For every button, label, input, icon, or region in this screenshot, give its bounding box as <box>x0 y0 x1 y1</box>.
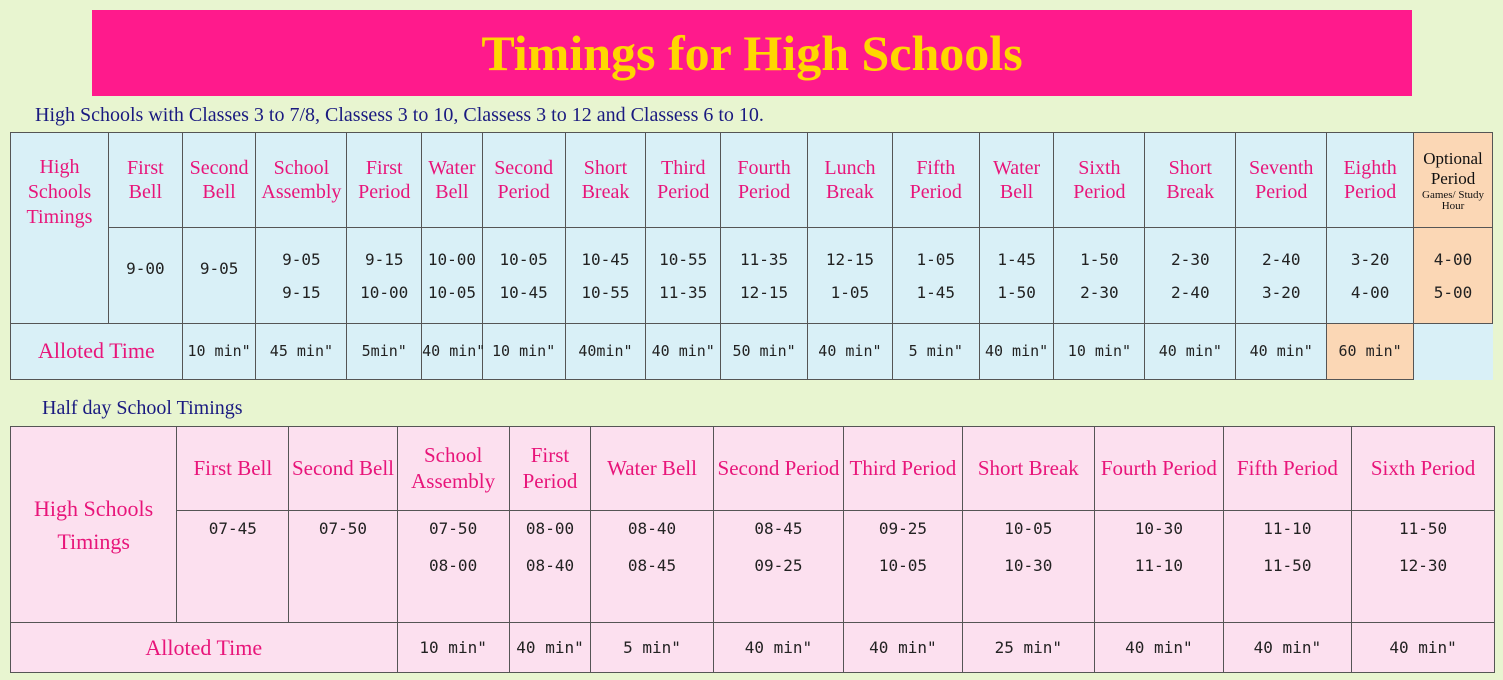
time-cell <box>962 511 1095 623</box>
full-day-subtitle: High Schools with Classes 3 to 7/8, Classess 3 to 10, Classess 3 to 12 and Classess 6 to 10. <box>35 104 764 126</box>
allotted-cell: 40 min" <box>1236 323 1327 379</box>
time-cell <box>844 511 962 623</box>
end-time: 10-05 <box>427 282 476 302</box>
column-header: Short Break <box>1145 133 1236 228</box>
allotted-cell: 50 min" <box>721 323 808 379</box>
end-time: 08-00 <box>429 556 478 575</box>
end-time: 08-45 <box>627 556 677 575</box>
time-cell <box>565 228 646 323</box>
allotted-cell: 10 min" <box>397 623 509 673</box>
allotted-cell: 40 min" <box>646 323 721 379</box>
start-time: 12-15 <box>825 249 874 269</box>
allotted-cell: 5min" <box>347 323 422 379</box>
end-time: 10-05 <box>878 556 927 575</box>
end-time: 4-00 <box>1350 282 1390 302</box>
time-cell <box>1327 228 1414 323</box>
column-header: Water Bell <box>979 133 1054 228</box>
time-cell <box>108 228 182 323</box>
end-time: 2-30 <box>1080 282 1119 302</box>
start-time: 9-05 <box>282 249 321 269</box>
start-time: 4-00 <box>1433 249 1473 269</box>
column-header: Fourth Period <box>1095 427 1224 511</box>
column-header: Second Bell <box>182 133 256 228</box>
end-time: 2-40 <box>1171 282 1210 302</box>
column-header: Fourth Period <box>721 133 808 228</box>
column-header: School Assembly <box>397 427 509 511</box>
allotted-cell: 5 min" <box>591 623 713 673</box>
time-cell <box>1236 228 1327 323</box>
start-time: 10-00 <box>427 249 476 269</box>
column-header: Second Period <box>482 133 565 228</box>
end-time: 10-30 <box>1004 556 1053 575</box>
end-time: 3-20 <box>1261 282 1301 302</box>
end-time: 12-15 <box>739 282 789 302</box>
allotted-cell: 60 min" <box>1327 323 1414 379</box>
half-day-row-header: High Schools Timings <box>11 427 177 623</box>
start-time: 07-50 <box>429 519 478 538</box>
start-time: 9-05 <box>199 259 239 279</box>
time-cell <box>289 511 397 623</box>
column-header: Second Period <box>713 427 844 511</box>
column-header: School Assembly <box>256 133 347 228</box>
time-cell <box>422 228 483 323</box>
allotted-cell: 40 min" <box>1145 323 1236 379</box>
column-header: Third Period <box>844 427 962 511</box>
end-time: 11-10 <box>1134 556 1183 575</box>
allotted-cell: 40 min" <box>807 323 892 379</box>
time-cell <box>591 511 713 623</box>
allotted-cell: 40 min" <box>844 623 962 673</box>
allotted-cell: 5 min" <box>892 323 979 379</box>
end-time: 10-45 <box>499 282 548 302</box>
end-time: 10-55 <box>581 282 630 302</box>
time-cell <box>721 228 808 323</box>
end-time: 08-40 <box>525 556 575 575</box>
time-cell <box>1223 511 1352 623</box>
time-cell <box>1352 511 1495 623</box>
column-header: Fifth Period <box>1223 427 1352 511</box>
half-day-subtitle: Half day School Timings <box>42 397 243 419</box>
time-cell <box>892 228 979 323</box>
start-time: 10-05 <box>1004 519 1053 538</box>
start-time: 09-25 <box>878 519 927 538</box>
column-header: Sixth Period <box>1054 133 1145 228</box>
time-cell <box>182 228 256 323</box>
end-time: 09-25 <box>754 556 803 575</box>
start-time: 11-35 <box>739 249 789 269</box>
page-title: Timings for High Schools <box>481 25 1023 81</box>
end-time: 11-50 <box>1263 556 1312 575</box>
time-cell <box>256 228 347 323</box>
column-header: Fifth Period <box>892 133 979 228</box>
start-time: 2-40 <box>1261 249 1301 269</box>
end-time: 10-00 <box>360 282 409 302</box>
start-time: 10-30 <box>1134 519 1183 538</box>
allotted-cell: 40 min" <box>1223 623 1352 673</box>
start-time: 07-45 <box>208 519 257 538</box>
start-time: 11-50 <box>1398 519 1448 538</box>
time-cell <box>713 511 844 623</box>
allotted-cell: 40min" <box>565 323 646 379</box>
start-time: 10-05 <box>499 249 548 269</box>
column-header: Sixth Period <box>1352 427 1495 511</box>
time-cell <box>177 511 289 623</box>
column-header: Lunch Break <box>807 133 892 228</box>
optional-period-note: Games/ Study Hour <box>1422 188 1485 212</box>
end-time: 1-50 <box>997 282 1036 302</box>
full-day-row-header: High Schools Timings <box>11 133 109 324</box>
allotted-cell: 40 min" <box>979 323 1054 379</box>
time-cell <box>347 228 422 323</box>
column-header: First Bell <box>177 427 289 511</box>
time-cell <box>807 228 892 323</box>
start-time: 07-50 <box>318 519 368 538</box>
optional-period-header <box>1414 133 1493 228</box>
allotted-cell: 10 min" <box>1054 323 1145 379</box>
start-time: 3-20 <box>1350 249 1390 269</box>
end-time: 9-15 <box>282 282 321 302</box>
start-time: 1-05 <box>916 249 956 269</box>
half-day-timetable <box>10 426 1495 673</box>
title-banner <box>92 10 1412 96</box>
start-time: 1-45 <box>997 249 1036 269</box>
end-time: 1-05 <box>830 282 870 302</box>
time-cell <box>1054 228 1145 323</box>
column-header: First Bell <box>108 133 182 228</box>
column-header: Short Break <box>962 427 1095 511</box>
full-day-timetable <box>10 132 1493 380</box>
full-day-allotted-label: Alloted Time <box>11 323 183 379</box>
start-time: 10-45 <box>581 249 630 269</box>
time-cell <box>646 228 721 323</box>
column-header: Water Bell <box>422 133 483 228</box>
column-header: Third Period <box>646 133 721 228</box>
start-time: 2-30 <box>1171 249 1210 269</box>
time-cell <box>979 228 1054 323</box>
allotted-cell: 40 min" <box>422 323 483 379</box>
allotted-cell: 40 min" <box>713 623 844 673</box>
allotted-cell: 10 min" <box>182 323 256 379</box>
start-time: 9-00 <box>126 259 165 279</box>
allotted-cell: 40 min" <box>1352 623 1495 673</box>
start-time: 10-55 <box>659 249 708 269</box>
time-cell <box>1145 228 1236 323</box>
end-time: 1-45 <box>916 282 956 302</box>
allotted-cell: 40 min" <box>509 623 591 673</box>
column-header: Water Bell <box>591 427 713 511</box>
time-cell <box>509 511 591 623</box>
time-cell <box>1095 511 1224 623</box>
allotted-cell: 10 min" <box>482 323 565 379</box>
start-time: 9-15 <box>364 249 404 269</box>
column-header: First Period <box>347 133 422 228</box>
allotted-cell: 45 min" <box>256 323 347 379</box>
start-time: 11-10 <box>1263 519 1312 538</box>
column-header: Eighth Period <box>1327 133 1414 228</box>
allotted-cell: 40 min" <box>1095 623 1224 673</box>
time-cell <box>482 228 565 323</box>
end-time: 11-35 <box>659 282 708 302</box>
time-cell <box>1414 228 1493 323</box>
start-time: 08-40 <box>627 519 677 538</box>
column-header: Second Bell <box>289 427 397 511</box>
column-header: Seventh Period <box>1236 133 1327 228</box>
end-time: 12-30 <box>1398 556 1448 575</box>
start-time: 1-50 <box>1080 249 1119 269</box>
end-time: 5-00 <box>1433 282 1473 302</box>
half-day-allotted-label: Alloted Time <box>11 623 398 673</box>
start-time: 08-45 <box>754 519 803 538</box>
start-time: 08-00 <box>525 519 575 538</box>
column-header: Short Break <box>565 133 646 228</box>
time-cell <box>397 511 509 623</box>
allotted-cell: 25 min" <box>962 623 1095 673</box>
optional-period-label: Optional Period <box>1423 148 1483 189</box>
column-header: First Period <box>509 427 591 511</box>
